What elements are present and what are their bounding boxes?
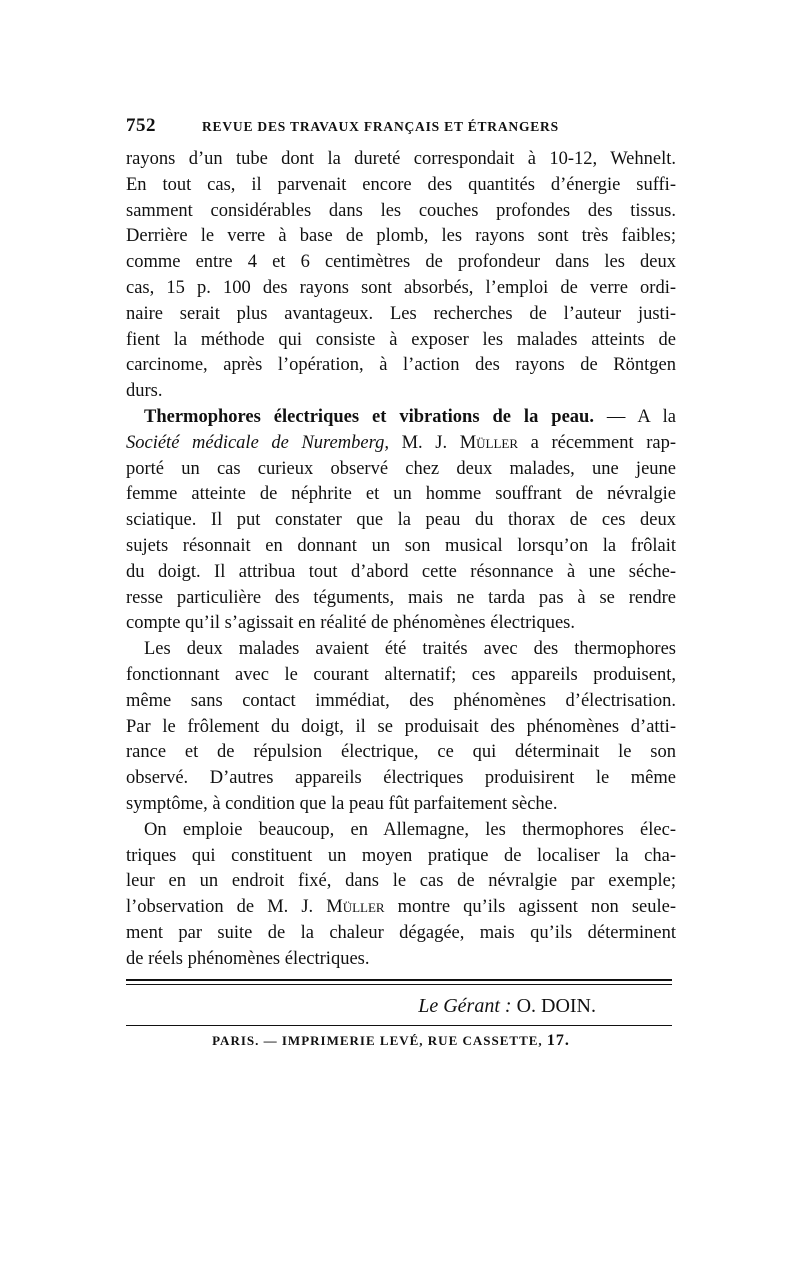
text-line: porté un cas curieux observé chez deux malades, une jeune [126,458,676,479]
text-line: sujets résonnait en donnant un son musical lorsqu’on la frôlait [126,535,676,556]
text-line: Les deux malades avaient été traités avec des thermophores [144,639,676,660]
section-heading: Thermophores électriques et vibrations de la peau. [144,406,594,427]
paragraph-thermophores-treatment [126,637,676,818]
double-rule-divider [126,979,672,985]
line-prefix: l’observation de M. J. [126,897,327,918]
author-prefix: M. J. [388,432,460,453]
text-line: même sans contact immédiat, des phénomènes d’électrisation. [126,690,676,711]
signature-name: O. DOIN. [516,994,596,1017]
text-line: rayons d’un tube dont la dureté correspondait à 10-12, Wehnelt. [126,149,676,169]
text-line: compte qu’il s’agissait en réalité de phénomènes électriques. [126,613,575,634]
signature [126,991,676,1021]
text-line: du doigt. Il attribua tout d’abord cette résonnance à une séche- [126,561,676,582]
text-line: leur en un endroit fixé, dans le cas de névralgie par exemple; [126,871,676,892]
text-line: En tout cas, il parvenait encore des quantités d’énergie suffi- [126,174,676,195]
rule-divider [126,1025,672,1026]
text-line [126,895,676,921]
imprint-text: PARIS. — IMPRIMERIE LEVÉ, RUE CASSETTE, [212,1032,543,1048]
line-tail: montre qu’ils agissent non seule- [384,897,676,918]
text-line: sciatique. Il put constater que la peau du thorax de ces deux [126,510,676,531]
text-line: Par le frôlement du doigt, il se produisait des phénomènes d’atti- [126,716,676,737]
document-page [126,115,676,1050]
signature-label: Le Gérant : [418,994,512,1017]
section-heading-line [126,405,676,431]
text-line: rance et de répulsion électrique, ce qui déterminait le son [126,742,676,763]
paragraph-germany [126,818,676,973]
paragraph-continuation [126,147,676,405]
line-tail: a récemment rap- [518,432,677,453]
text-line: comme entre 4 et 6 centimètres de profondeur dans les deux [126,252,676,273]
printer-imprint [126,1032,676,1050]
author-name: Müller [326,897,385,918]
author-name: Müller [459,432,519,453]
text-line: fient la méthode qui consiste à exposer les malades atteints de [126,329,676,350]
imprint-number: 17. [546,1031,570,1049]
text-line: resse particulière des téguments, mais ne tarda pas à se rendre [126,587,676,608]
page-number: 752 [126,115,156,136]
text-line: On emploie beaucoup, en Allemagne, les thermophores élec- [144,819,676,840]
journal-title: REVUE DES TRAVAUX FRANÇAIS ET ÉTRANGERS [202,119,559,134]
text-line: ment par suite de la chaleur dégagée, mais qu’ils déterminent [126,922,676,943]
text-line: naire serait plus avantageux. Les recherches de l’auteur justi- [126,303,676,324]
text-line: cas, 15 p. 100 des rayons sont absorbés, l’emploi de verre ordi- [126,277,676,298]
text-line: fonctionnant avec le courant alternatif; ces appareils produisent, [126,664,676,685]
text-line: durs. [126,381,163,402]
text-line: carcinome, après l’opération, à l’action des rayons de Röntgen [126,355,676,376]
text-line: symptôme, à condition que la peau fût parfaitement sèche. [126,793,558,814]
text-line: samment considérables dans les couches profondes des tissus. [126,200,676,221]
text-line: observé. D’autres appareils électriques produisirent le même [126,768,676,789]
section-thermophores [126,405,676,637]
heading-tail: — A la [593,406,676,427]
text-line [126,431,676,457]
text-line: Derrière le verre à base de plomb, les rayons sont très faibles; [126,226,676,247]
text-line: femme atteinte de néphrite et un homme souffrant de névralgie [126,484,676,505]
society-name: Société médicale de Nuremberg, [126,432,389,453]
text-line: de réels phénomènes électriques. [126,948,370,969]
running-head [126,115,676,137]
text-line: triques qui constituent un moyen pratique de localiser la cha- [126,845,676,866]
